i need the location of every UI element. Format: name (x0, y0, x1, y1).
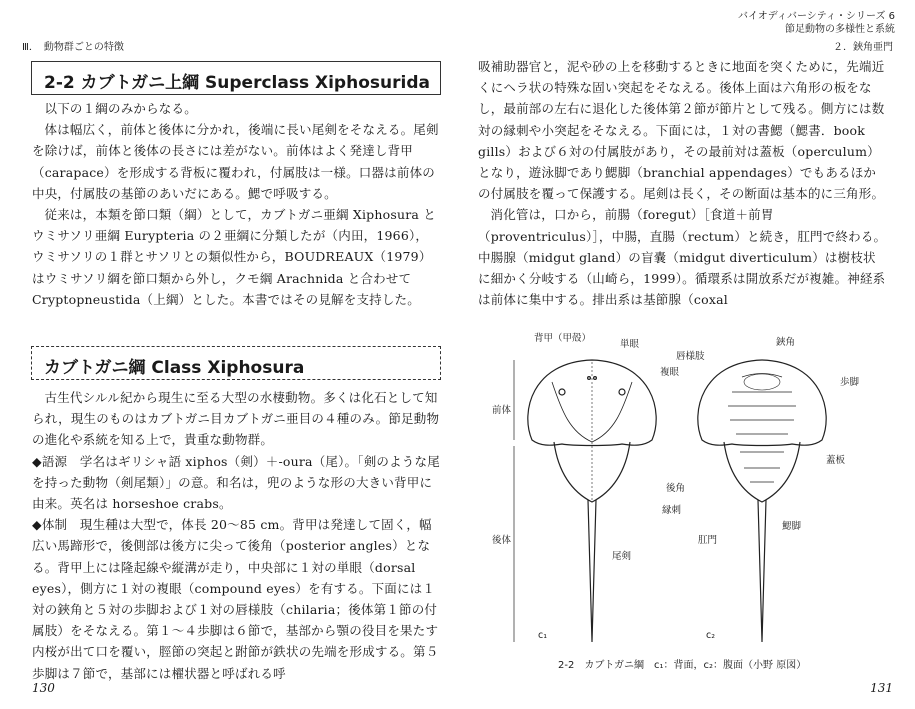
label-carapace: 背甲（甲殻） (534, 333, 592, 344)
paragraph: 体は幅広く，前体と後体に分かれ，後端に長い尾剣をそなえる。尾剣を除けば，前体と後体の長さには差がない。前体はよく発達し背甲（carapace）を形成する背板に覆われ，付属肢は一様。口器は前体の中央，付属肢の基節のあいだにある。鰓で呼吸する。 (32, 122, 439, 201)
label-chilaria: 唇様肢 (676, 351, 705, 362)
paragraph: 以下の１綱のみからなる。 (44, 101, 197, 116)
label-posterior-angle: 後角 (666, 483, 686, 494)
class-title-box (31, 346, 441, 380)
page-number-left: 130 (32, 681, 55, 695)
label-marginal-spine: 縁刺 (662, 505, 682, 516)
paragraph: ◆語源 学名はギリシャ語 xiphos（剣）＋-oura（尾）。「剣のような尾を持った動物（剣尾類）」の意。和名は，兜のような形の大きい背甲に由来。英名は horseshoe crabs。 (32, 453, 440, 512)
label-walking-leg: 歩脚 (840, 377, 860, 388)
series-title: バイオディバーシティ・シリーズ 6 (738, 11, 895, 22)
dorsal-view-drawing (528, 360, 656, 642)
horseshoe-crab-figure (492, 322, 892, 652)
label-compound-eye: 複眼 (660, 367, 680, 378)
left-running-header: Ⅲ． 動物群ごとの特徴 (22, 42, 124, 53)
paragraph: 吸補助器官と，泥や砂の上を移動するときに地面を突くために，先端近くにヘラ状の特殊な固い突起をそなえる。後体上面は六角形の板をなし，最前部の左右に退化した後体第２節が節片として残る。側方には数対の縁刺や小突起をそなえる。下面には，１対の書鰓（鰓書．book gills）および６対の付属肢があり，その最前対は蓋板（operculum）となり，遊泳脚であり鰓脚（branchial appendages）でもあるほかの付属肢を覆って保護する。尾剣は長く，その断面は基本的に三角形。 (478, 59, 885, 202)
label-c1: c₁ (538, 630, 548, 641)
label-branchial-appendage: 鰓脚 (782, 521, 802, 532)
right-text (478, 56, 888, 310)
right-running-header: ２．鋏角亜門 (833, 42, 893, 53)
label-c2: c₂ (706, 630, 716, 641)
left-class-text (32, 387, 440, 684)
class-title: カブトガニ綱 Class Xiphosura (44, 358, 305, 378)
ventral-view-drawing (698, 360, 826, 642)
label-operculum: 蓋板 (826, 455, 846, 466)
section-title-box (31, 61, 441, 95)
figure-caption: 2-2 カブトガニ綱 c₁：背面，c₂：腹面（小野 原図） (558, 660, 807, 671)
label-chelicera: 鋏角 (776, 337, 796, 348)
paragraph: 古生代シルル紀から現生に至る大型の水棲動物。多くは化石として知られ，現生のものはカブトガニ目カブトガニ亜目の４種のみ。節足動物の進化や系統を知る上で，貴重な動物群。 (32, 390, 440, 448)
page-number-right: 131 (870, 681, 893, 695)
paragraph: 従来は，本類を節口類（綱）として，カブトガニ亜綱 Xiphosura とウミサソリ亜綱 Eurypteria の２亜綱に分類したが（内田，1966），ウミサソリの１群とサソリとの類似性から，BOUDREAUX（1979）はウミサソリ綱を節口類から外し，クモ綱 Arachnida と合わせて Cryptopneustida（上綱）とした。本書ではその見解を支持した。 (32, 207, 436, 307)
left-intro-text (32, 98, 440, 310)
label-dorsal-eye: 単眼 (620, 339, 640, 350)
label-telson: 尾剣 (612, 551, 632, 562)
label-prosoma: 前体 (492, 405, 512, 416)
horseshoe-crab-illustration (492, 322, 892, 652)
label-anus: 肛門 (698, 535, 718, 546)
paragraph: ◆体制 現生種は大型で，体長 20〜85 cm。背甲は発達して固く，幅広い馬蹄形で，後側部は後方に尖って後角（posterior angles）となる。背甲上には隆起線や縦溝が走り，中央部に１対の単眼（dorsal eyes），側方に１対の複眼（compound eyes）を有する。下面には１対の鋏角と５対の歩脚および１対の唇様肢（chilaria；後体第１節の付属肢）をそなえる。第１〜４歩脚は６節で，基部から顎の役目を果たす内桜が出て口を覆い，脛節の突起と跗節が鉄状の先端を形成する。第５歩脚は７節で，基部には櫂状器と呼ばれる呼 (32, 517, 439, 681)
section-title: 2-2 カブトガニ上綱 Superclass Xiphosurida (44, 73, 430, 93)
book-title: 節足動物の多様性と系統 (785, 24, 895, 35)
paragraph: 消化管は，口から，前腸（foregut）［食道＋前胃（proventriculus）］，中腸，直腸（rectum）と続き，肛門で終わる。中腸腺（midgut gland）の盲嚢（midgut diverticulum）は樹枝状に細かく分岐する（山崎ら，1999）。循環系は開放系だが複雑。神経系は前体に集中する。排出系は基節腺（coxal (478, 207, 887, 308)
label-opisthosoma: 後体 (492, 535, 512, 546)
